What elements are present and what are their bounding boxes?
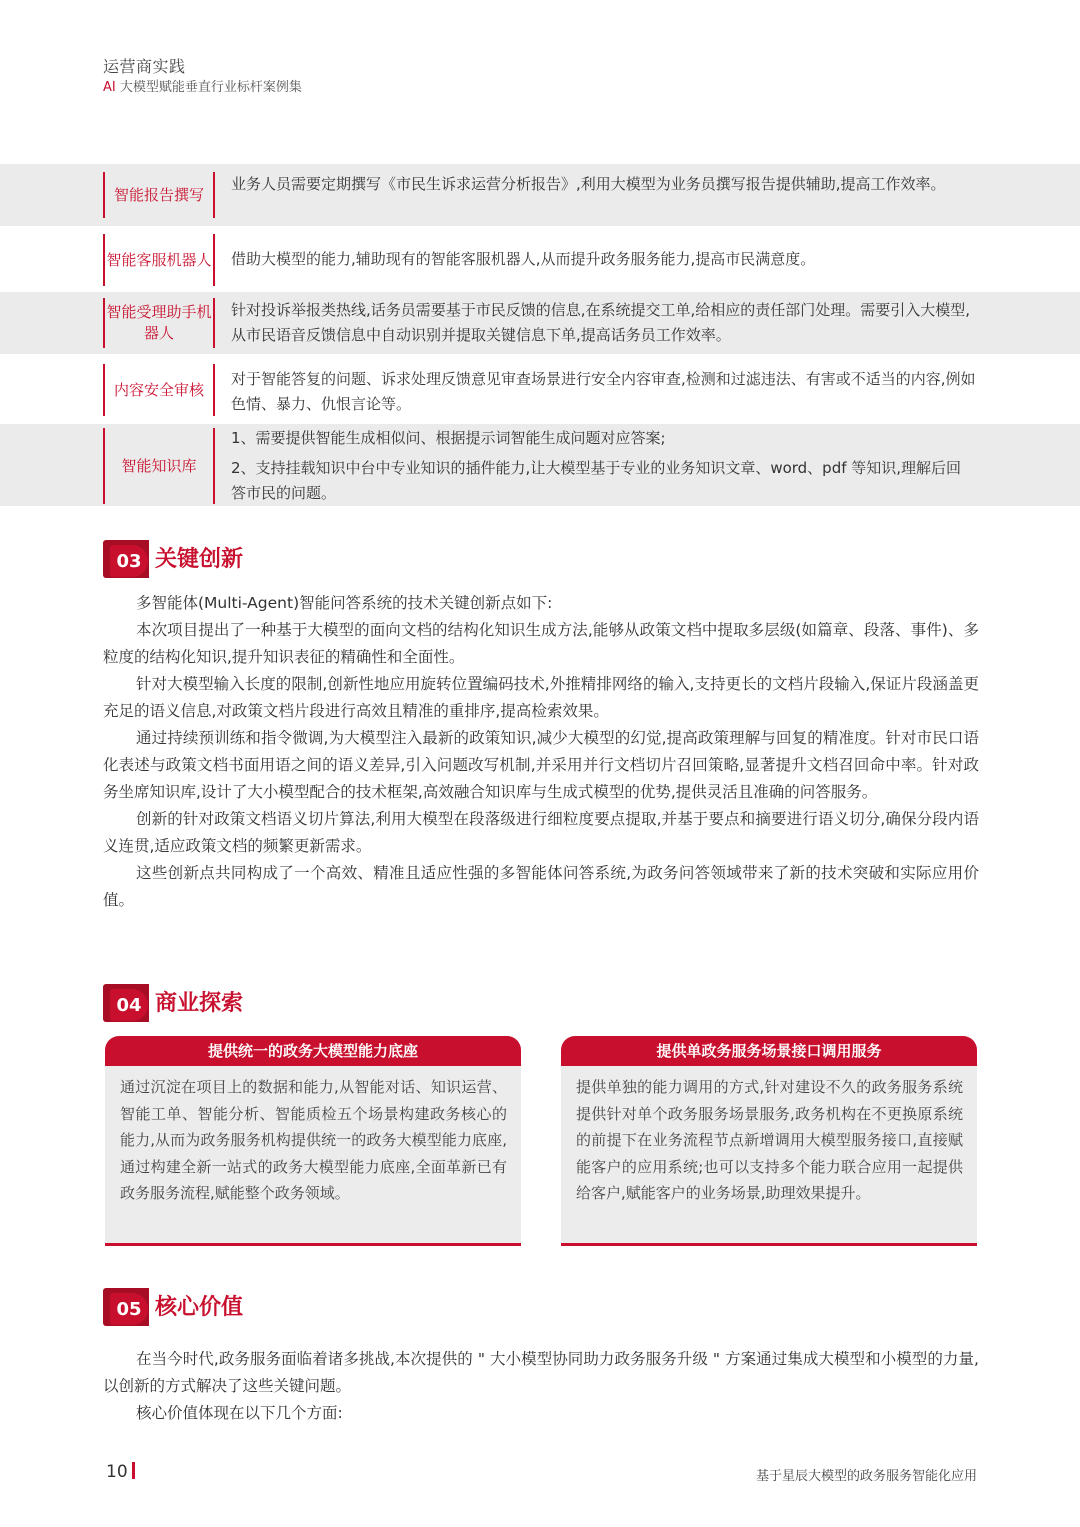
row-label: 智能受理助手机器人	[103, 298, 215, 348]
section-03-body	[103, 590, 979, 914]
row-desc-line: 借助大模型的能力,辅助现有的智能客服机器人,从而提升政务服务能力,提高市民满意度。	[231, 249, 816, 268]
running-header	[103, 56, 302, 98]
row-desc	[231, 292, 976, 354]
header-ai: AI	[103, 80, 116, 95]
row-label: 智能报告撰写	[103, 172, 215, 218]
paragraph: 核心价值体现在以下几个方面:	[136, 1404, 343, 1422]
card-body: 通过沉淀在项目上的数据和能力,从智能对话、知识运营、智能工单、智能分析、智能质检五个场景构建政务核心的能力,从而为政务服务机构提供统一的政务大模型能力底座,通过构建全新一站式的政务大模型能力底座,全面革新已有政务服务流程,赋能整个政务领域。	[105, 1066, 521, 1246]
section-number-badge	[103, 1288, 151, 1326]
section-number-badge	[103, 540, 151, 578]
row-label: 智能客服机器人	[103, 234, 215, 286]
business-card	[561, 1036, 977, 1246]
section-number: 05	[110, 1293, 148, 1325]
section-title: 商业探索	[155, 991, 244, 1016]
table-row	[0, 358, 1080, 420]
card-body: 提供单独的能力调用的方式,针对建设不久的政务服务系统提供针对单个政务服务场景服务,政务机构在不更换原系统的前提下在业务流程节点新增调用大模型服务接口,直接赋能客户的应用系统;也可以支持多个能力联合应用一起提供给客户,赋能客户的业务场景,助理效果提升。	[561, 1066, 977, 1246]
row-desc	[231, 164, 976, 204]
card-title: 提供统一的政务大模型能力底座	[105, 1036, 521, 1066]
paragraph: 通过持续预训练和指令微调,为大模型注入最新的政策知识,减少大模型的幻觉,提高政策理解与回复的精准度。针对市民口语化表述与政策文档书面用语之间的语义差异,引入问题改写机制,并采用并行文档切片召回策略,显著提升文档召回命中率。针对政务坐席知识库,设计了大小模型配合的技术框架,高效融合知识库与生成式模型的优势,提供灵活且准确的问答服务。	[103, 729, 979, 801]
page-number-bar	[132, 1462, 135, 1479]
section-number: 03	[110, 545, 148, 577]
row-desc	[231, 426, 976, 508]
business-card	[105, 1036, 521, 1246]
section-number-badge	[103, 984, 151, 1022]
table-row	[0, 164, 1080, 226]
footer-title: 基于星辰大模型的政务服务智能化应用	[755, 1469, 977, 1484]
page-number	[106, 1462, 135, 1482]
section-number: 04	[110, 989, 148, 1021]
paragraph: 这些创新点共同构成了一个高效、精准且适应性强的多智能体问答系统,为政务问答领域带来了新的技术突破和实际应用价值。	[103, 864, 979, 909]
header-subtitle-rest: 大模型赋能垂直行业标杆案例集	[115, 80, 302, 95]
row-label: 内容安全审核	[103, 364, 215, 416]
row-desc-line: 2、支持挂载知识中台中专业知识的插件能力,让大模型基于专业的业务知识文章、word、pdf 等知识,理解后回答市民的问题。	[231, 459, 962, 502]
row-desc-line: 对于智能答复的问题、诉求处理反馈意见审查场景进行安全内容审查,检测和过滤违法、有害或不适当的内容,例如色情、暴力、仇恨言论等。	[231, 370, 976, 413]
table-row	[0, 292, 1080, 354]
row-desc-line: 1、需要提供智能生成相似问、根据提示词智能生成问题对应答案;	[231, 429, 666, 447]
paragraph: 创新的针对政策文档语义切片算法,利用大模型在段落级进行细粒度要点提取,并基于要点和摘要进行语义切分,确保分段内语义连贯,适应政策文档的频繁更新需求。	[103, 810, 979, 855]
section-title: 关键创新	[155, 547, 244, 572]
paragraph: 针对大模型输入长度的限制,创新性地应用旋转位置编码技术,外推精排网络的输入,支持更长的文档片段输入,保证片段涵盖更充足的语义信息,对政策文档片段进行高效且精准的重排序,提高检索效果。	[103, 675, 979, 720]
paragraph: 在当今时代,政务服务面临着诸多挑战,本次提供的 " 大小模型协同助力政务服务升级 " 方案通过集成大模型和小模型的力量,以创新的方式解决了这些关键问题。	[103, 1350, 979, 1395]
section-05-body	[103, 1346, 979, 1427]
paragraph: 多智能体(Multi-Agent)智能问答系统的技术关键创新点如下:	[136, 594, 553, 612]
table-row	[0, 424, 1080, 506]
header-subtitle	[103, 78, 302, 98]
row-label: 智能知识库	[103, 428, 215, 504]
row-desc-line: 针对投诉举报类热线,话务员需要基于市民反馈的信息,在系统提交工单,给相应的责任部门处理。需要引入大模型,从市民语音反馈信息中自动识别并提取关键信息下单,提高话务员工作效率。	[231, 301, 971, 344]
page-number-text: 10	[106, 1462, 128, 1482]
table-row	[0, 229, 1080, 289]
card-title: 提供单政务服务场景接口调用服务	[561, 1036, 977, 1066]
header-title: 运营商实践	[103, 57, 186, 76]
row-desc	[231, 358, 976, 426]
section-title: 核心价值	[155, 1295, 244, 1320]
row-desc-line: 业务人员需要定期撰写《市民生诉求运营分析报告》,利用大模型为业务员撰写报告提供辅助,提高工作效率。	[231, 174, 946, 193]
row-desc	[231, 229, 976, 289]
paragraph: 本次项目提出了一种基于大模型的面向文档的结构化知识生成方法,能够从政策文档中提取多层级(如篇章、段落、事件)、多粒度的结构化知识,提升知识表征的精确性和全面性。	[103, 621, 979, 666]
